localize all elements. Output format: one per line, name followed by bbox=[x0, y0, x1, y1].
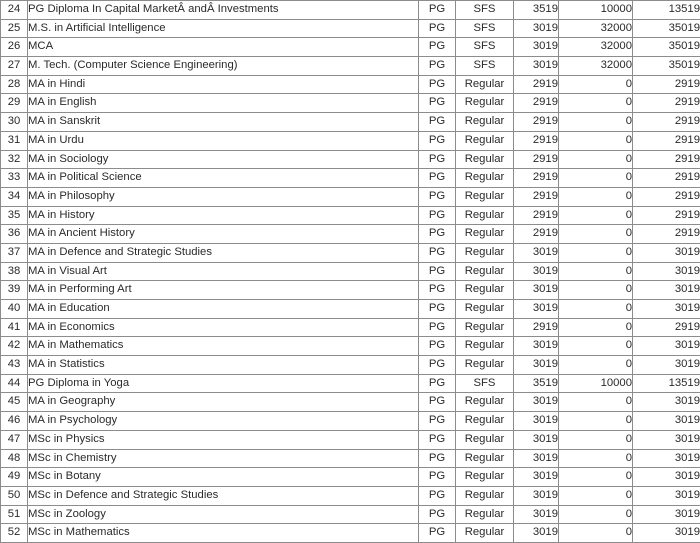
cell-base-fee: 3019 bbox=[514, 486, 559, 505]
table-row bbox=[1, 449, 700, 468]
cell-base-fee: 3019 bbox=[514, 449, 559, 468]
table-row bbox=[1, 262, 700, 281]
cell-base-fee: 3019 bbox=[514, 300, 559, 319]
cell-program-name: MSc in Physics bbox=[28, 430, 419, 449]
cell-additional-fee: 0 bbox=[559, 75, 633, 94]
cell-base-fee: 3019 bbox=[514, 262, 559, 281]
cell-row-number: 37 bbox=[1, 243, 28, 262]
cell-program-type: Regular bbox=[456, 524, 514, 543]
cell-total-fee: 35019 bbox=[633, 57, 700, 76]
cell-row-number: 51 bbox=[1, 505, 28, 524]
cell-additional-fee: 32000 bbox=[559, 38, 633, 57]
cell-base-fee: 3019 bbox=[514, 356, 559, 375]
table-row bbox=[1, 281, 700, 300]
cell-program-name: M.S. in Artificial Intelligence bbox=[28, 19, 419, 38]
cell-program-type: SFS bbox=[456, 57, 514, 76]
cell-base-fee: 2919 bbox=[514, 113, 559, 132]
cell-row-number: 45 bbox=[1, 393, 28, 412]
cell-row-number: 30 bbox=[1, 113, 28, 132]
cell-program-level: PG bbox=[419, 169, 456, 188]
cell-base-fee: 3019 bbox=[514, 412, 559, 431]
cell-program-level: PG bbox=[419, 243, 456, 262]
table-row bbox=[1, 356, 700, 375]
cell-program-name: MSc in Defence and Strategic Studies bbox=[28, 486, 419, 505]
cell-program-type: Regular bbox=[456, 262, 514, 281]
cell-additional-fee: 0 bbox=[559, 337, 633, 356]
cell-program-level: PG bbox=[419, 318, 456, 337]
cell-row-number: 47 bbox=[1, 430, 28, 449]
cell-base-fee: 3019 bbox=[514, 19, 559, 38]
cell-row-number: 39 bbox=[1, 281, 28, 300]
cell-total-fee: 13519 bbox=[633, 1, 700, 20]
cell-total-fee: 35019 bbox=[633, 19, 700, 38]
cell-program-type: Regular bbox=[456, 131, 514, 150]
cell-program-type: SFS bbox=[456, 374, 514, 393]
table-row bbox=[1, 243, 700, 262]
cell-program-type: Regular bbox=[456, 243, 514, 262]
cell-program-name: MA in Mathematics bbox=[28, 337, 419, 356]
cell-total-fee: 2919 bbox=[633, 94, 700, 113]
cell-base-fee: 3519 bbox=[514, 374, 559, 393]
table-row bbox=[1, 206, 700, 225]
cell-program-type: Regular bbox=[456, 300, 514, 319]
cell-additional-fee: 32000 bbox=[559, 57, 633, 76]
cell-total-fee: 3019 bbox=[633, 430, 700, 449]
cell-total-fee: 3019 bbox=[633, 281, 700, 300]
cell-program-level: PG bbox=[419, 57, 456, 76]
cell-program-name: MA in Education bbox=[28, 300, 419, 319]
table-row bbox=[1, 505, 700, 524]
cell-program-name: MCA bbox=[28, 38, 419, 57]
cell-base-fee: 2919 bbox=[514, 225, 559, 244]
cell-base-fee: 3019 bbox=[514, 243, 559, 262]
table-row bbox=[1, 131, 700, 150]
cell-row-number: 41 bbox=[1, 318, 28, 337]
cell-base-fee: 3019 bbox=[514, 524, 559, 543]
cell-program-name: MA in Psychology bbox=[28, 412, 419, 431]
table-row bbox=[1, 113, 700, 132]
cell-program-name: PG Diploma In Capital MarketÂ andÂ Investments bbox=[28, 1, 419, 20]
cell-base-fee: 3019 bbox=[514, 281, 559, 300]
cell-row-number: 29 bbox=[1, 94, 28, 113]
cell-base-fee: 2919 bbox=[514, 131, 559, 150]
table-row bbox=[1, 468, 700, 487]
cell-row-number: 28 bbox=[1, 75, 28, 94]
cell-row-number: 52 bbox=[1, 524, 28, 543]
cell-program-type: Regular bbox=[456, 393, 514, 412]
cell-total-fee: 3019 bbox=[633, 356, 700, 375]
cell-base-fee: 2919 bbox=[514, 318, 559, 337]
table-row bbox=[1, 150, 700, 169]
cell-program-level: PG bbox=[419, 300, 456, 319]
table-row bbox=[1, 412, 700, 431]
cell-program-type: Regular bbox=[456, 187, 514, 206]
table-row bbox=[1, 19, 700, 38]
cell-total-fee: 3019 bbox=[633, 393, 700, 412]
table-row bbox=[1, 225, 700, 244]
cell-program-type: Regular bbox=[456, 206, 514, 225]
cell-additional-fee: 0 bbox=[559, 225, 633, 244]
cell-program-type: SFS bbox=[456, 38, 514, 57]
cell-program-level: PG bbox=[419, 19, 456, 38]
cell-base-fee: 3019 bbox=[514, 38, 559, 57]
cell-program-type: Regular bbox=[456, 449, 514, 468]
cell-row-number: 44 bbox=[1, 374, 28, 393]
cell-base-fee: 3019 bbox=[514, 430, 559, 449]
cell-program-name: MA in English bbox=[28, 94, 419, 113]
table-row bbox=[1, 1, 700, 20]
cell-program-level: PG bbox=[419, 524, 456, 543]
table-row bbox=[1, 486, 700, 505]
cell-row-number: 32 bbox=[1, 150, 28, 169]
cell-program-level: PG bbox=[419, 38, 456, 57]
cell-program-level: PG bbox=[419, 1, 456, 20]
cell-total-fee: 3019 bbox=[633, 262, 700, 281]
cell-program-level: PG bbox=[419, 281, 456, 300]
cell-program-level: PG bbox=[419, 113, 456, 132]
cell-program-level: PG bbox=[419, 505, 456, 524]
cell-base-fee: 3519 bbox=[514, 1, 559, 20]
cell-program-name: MA in Defence and Strategic Studies bbox=[28, 243, 419, 262]
cell-program-level: PG bbox=[419, 131, 456, 150]
cell-program-name: M. Tech. (Computer Science Engineering) bbox=[28, 57, 419, 76]
cell-row-number: 26 bbox=[1, 38, 28, 57]
cell-program-level: PG bbox=[419, 150, 456, 169]
cell-total-fee: 3019 bbox=[633, 486, 700, 505]
cell-base-fee: 3019 bbox=[514, 468, 559, 487]
cell-row-number: 36 bbox=[1, 225, 28, 244]
cell-additional-fee: 10000 bbox=[559, 374, 633, 393]
cell-program-level: PG bbox=[419, 356, 456, 375]
cell-base-fee: 2919 bbox=[514, 169, 559, 188]
cell-program-name: MA in Ancient History bbox=[28, 225, 419, 244]
cell-program-name: MA in History bbox=[28, 206, 419, 225]
cell-program-name: MSc in Chemistry bbox=[28, 449, 419, 468]
cell-program-name: MA in Political Science bbox=[28, 169, 419, 188]
cell-program-type: SFS bbox=[456, 19, 514, 38]
cell-row-number: 48 bbox=[1, 449, 28, 468]
cell-base-fee: 2919 bbox=[514, 94, 559, 113]
cell-additional-fee: 0 bbox=[559, 356, 633, 375]
cell-program-type: Regular bbox=[456, 113, 514, 132]
cell-additional-fee: 0 bbox=[559, 486, 633, 505]
cell-total-fee: 2919 bbox=[633, 318, 700, 337]
cell-total-fee: 2919 bbox=[633, 75, 700, 94]
cell-row-number: 24 bbox=[1, 1, 28, 20]
cell-program-type: SFS bbox=[456, 1, 514, 20]
cell-program-type: Regular bbox=[456, 468, 514, 487]
cell-additional-fee: 0 bbox=[559, 150, 633, 169]
cell-base-fee: 2919 bbox=[514, 150, 559, 169]
cell-total-fee: 2919 bbox=[633, 169, 700, 188]
cell-program-level: PG bbox=[419, 486, 456, 505]
cell-total-fee: 3019 bbox=[633, 524, 700, 543]
cell-program-type: Regular bbox=[456, 225, 514, 244]
cell-additional-fee: 0 bbox=[559, 169, 633, 188]
cell-program-name: MSc in Zoology bbox=[28, 505, 419, 524]
cell-program-type: Regular bbox=[456, 75, 514, 94]
cell-base-fee: 3019 bbox=[514, 393, 559, 412]
table-row bbox=[1, 169, 700, 188]
table-row bbox=[1, 187, 700, 206]
cell-row-number: 42 bbox=[1, 337, 28, 356]
cell-additional-fee: 0 bbox=[559, 412, 633, 431]
cell-additional-fee: 10000 bbox=[559, 1, 633, 20]
cell-row-number: 31 bbox=[1, 131, 28, 150]
cell-row-number: 27 bbox=[1, 57, 28, 76]
cell-row-number: 43 bbox=[1, 356, 28, 375]
cell-program-name: MA in Philosophy bbox=[28, 187, 419, 206]
table-row bbox=[1, 318, 700, 337]
cell-program-name: PG Diploma in Yoga bbox=[28, 374, 419, 393]
cell-total-fee: 3019 bbox=[633, 505, 700, 524]
table-row bbox=[1, 94, 700, 113]
cell-program-type: Regular bbox=[456, 356, 514, 375]
cell-program-level: PG bbox=[419, 206, 456, 225]
cell-program-type: Regular bbox=[456, 430, 514, 449]
cell-program-level: PG bbox=[419, 412, 456, 431]
cell-additional-fee: 0 bbox=[559, 300, 633, 319]
table-row bbox=[1, 374, 700, 393]
cell-program-name: MA in Geography bbox=[28, 393, 419, 412]
cell-program-level: PG bbox=[419, 430, 456, 449]
table-row bbox=[1, 430, 700, 449]
cell-program-name: MA in Performing Art bbox=[28, 281, 419, 300]
cell-total-fee: 3019 bbox=[633, 300, 700, 319]
cell-program-name: MSc in Botany bbox=[28, 468, 419, 487]
cell-program-name: MA in Sociology bbox=[28, 150, 419, 169]
cell-row-number: 33 bbox=[1, 169, 28, 188]
cell-program-type: Regular bbox=[456, 94, 514, 113]
table-row bbox=[1, 75, 700, 94]
cell-base-fee: 2919 bbox=[514, 75, 559, 94]
cell-row-number: 46 bbox=[1, 412, 28, 431]
cell-total-fee: 35019 bbox=[633, 38, 700, 57]
cell-program-name: MA in Economics bbox=[28, 318, 419, 337]
cell-additional-fee: 0 bbox=[559, 243, 633, 262]
cell-additional-fee: 0 bbox=[559, 94, 633, 113]
cell-total-fee: 2919 bbox=[633, 150, 700, 169]
cell-program-name: MSc in Mathematics bbox=[28, 524, 419, 543]
cell-base-fee: 3019 bbox=[514, 337, 559, 356]
table-row bbox=[1, 38, 700, 57]
cell-row-number: 40 bbox=[1, 300, 28, 319]
cell-row-number: 49 bbox=[1, 468, 28, 487]
cell-program-name: MA in Hindi bbox=[28, 75, 419, 94]
cell-total-fee: 3019 bbox=[633, 337, 700, 356]
cell-program-name: MA in Statistics bbox=[28, 356, 419, 375]
cell-total-fee: 2919 bbox=[633, 187, 700, 206]
cell-additional-fee: 0 bbox=[559, 206, 633, 225]
cell-row-number: 50 bbox=[1, 486, 28, 505]
cell-total-fee: 2919 bbox=[633, 131, 700, 150]
cell-total-fee: 3019 bbox=[633, 468, 700, 487]
cell-row-number: 34 bbox=[1, 187, 28, 206]
cell-additional-fee: 0 bbox=[559, 318, 633, 337]
cell-base-fee: 2919 bbox=[514, 187, 559, 206]
cell-program-name: MA in Sanskrit bbox=[28, 113, 419, 132]
cell-program-type: Regular bbox=[456, 318, 514, 337]
cell-additional-fee: 0 bbox=[559, 113, 633, 132]
cell-additional-fee: 0 bbox=[559, 430, 633, 449]
table-row bbox=[1, 57, 700, 76]
cell-total-fee: 3019 bbox=[633, 412, 700, 431]
cell-total-fee: 2919 bbox=[633, 206, 700, 225]
table-row bbox=[1, 393, 700, 412]
cell-program-level: PG bbox=[419, 393, 456, 412]
cell-program-level: PG bbox=[419, 94, 456, 113]
cell-program-name: MA in Visual Art bbox=[28, 262, 419, 281]
cell-base-fee: 2919 bbox=[514, 206, 559, 225]
cell-program-type: Regular bbox=[456, 412, 514, 431]
cell-program-type: Regular bbox=[456, 337, 514, 356]
cell-additional-fee: 0 bbox=[559, 468, 633, 487]
cell-row-number: 38 bbox=[1, 262, 28, 281]
cell-additional-fee: 0 bbox=[559, 281, 633, 300]
cell-program-level: PG bbox=[419, 225, 456, 244]
cell-program-level: PG bbox=[419, 75, 456, 94]
cell-program-type: Regular bbox=[456, 486, 514, 505]
cell-total-fee: 13519 bbox=[633, 374, 700, 393]
table-row bbox=[1, 524, 700, 543]
cell-additional-fee: 32000 bbox=[559, 19, 633, 38]
cell-additional-fee: 0 bbox=[559, 187, 633, 206]
cell-additional-fee: 0 bbox=[559, 393, 633, 412]
cell-program-level: PG bbox=[419, 468, 456, 487]
cell-additional-fee: 0 bbox=[559, 131, 633, 150]
cell-total-fee: 2919 bbox=[633, 113, 700, 132]
table-row bbox=[1, 300, 700, 319]
cell-program-type: Regular bbox=[456, 150, 514, 169]
cell-additional-fee: 0 bbox=[559, 449, 633, 468]
cell-program-level: PG bbox=[419, 374, 456, 393]
cell-base-fee: 3019 bbox=[514, 505, 559, 524]
cell-program-level: PG bbox=[419, 262, 456, 281]
cell-total-fee: 3019 bbox=[633, 243, 700, 262]
table-body bbox=[1, 1, 700, 543]
cell-base-fee: 3019 bbox=[514, 57, 559, 76]
cell-program-type: Regular bbox=[456, 281, 514, 300]
cell-program-name: MA in Urdu bbox=[28, 131, 419, 150]
cell-program-level: PG bbox=[419, 337, 456, 356]
cell-program-level: PG bbox=[419, 449, 456, 468]
cell-additional-fee: 0 bbox=[559, 524, 633, 543]
cell-additional-fee: 0 bbox=[559, 505, 633, 524]
cell-row-number: 25 bbox=[1, 19, 28, 38]
table-row bbox=[1, 337, 700, 356]
cell-program-type: Regular bbox=[456, 505, 514, 524]
cell-program-type: Regular bbox=[456, 169, 514, 188]
cell-total-fee: 3019 bbox=[633, 449, 700, 468]
cell-program-level: PG bbox=[419, 187, 456, 206]
cell-total-fee: 2919 bbox=[633, 225, 700, 244]
cell-row-number: 35 bbox=[1, 206, 28, 225]
cell-additional-fee: 0 bbox=[559, 262, 633, 281]
